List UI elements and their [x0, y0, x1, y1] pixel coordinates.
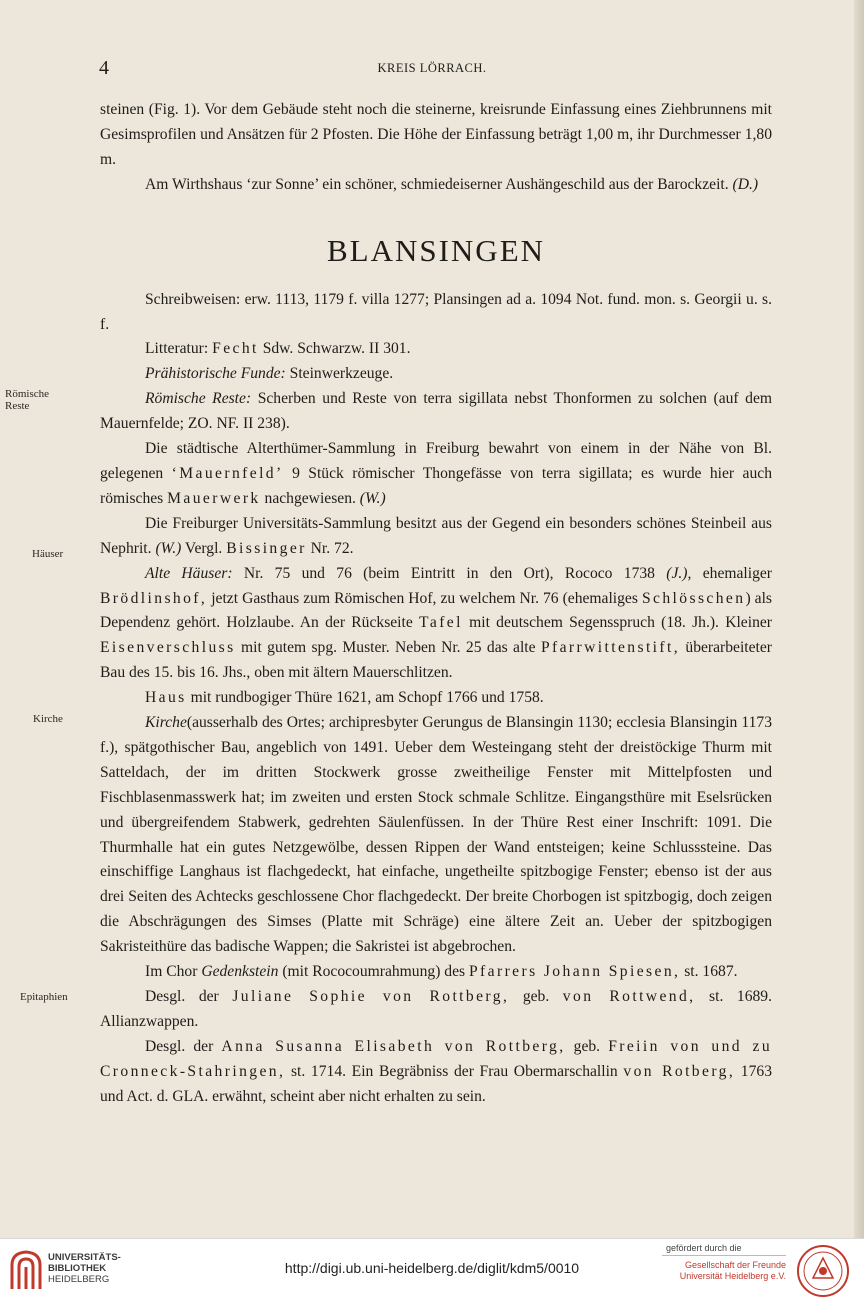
- paragraph-praehistorisch: Prähistorische Funde: Steinwerkzeuge.: [145, 365, 394, 383]
- paragraph-kirche: Kirche(ausserhalb des Ortes; archipresbyter Gerungus de Blansingin 1130; ecclesia Blansingin 1173 f.), spätgothischer Bau, angeblich von 1491. Ueber dem Westeingang steht der dreistöckige Thurm mit Satteldach, der im dritten Stockwerk grosse zweitheilige Fenster mit Mittelpfosten und Fischblasenmasswerk hat; im zweiten und ersten Stock schmale Schlitze. Eingangsthüre mit Eselsrücken und übergreifendem Stabwerk, gedrehten Säulenfüssen. In der Thüre Rest einer Inschrift: 1091. Die Thurmhalle hat ein gutes Netzgewölbe, dessen Rippen der Wand entsteigen; keine Schlusssteine. Das einschiffige Langhaus ist flachgedeckt, hat einfache, ungetheilte spitzbogige Fenster; ebenso ist der aus drei Seiten des Achtecks geschlossene Chor flachgedeckt. Der breite Chorbogen ist spitzbogig, doch zeigen die Abschrägungen des Simses (Platte mit Schräge) eine ältere Zeit an. Ueber der spitzbogigen Sakristeithüre das badische Wappen; die Sakristei ist abgebrochen.: [100, 714, 772, 956]
- paragraph-universitaet: Die Freiburger Universitäts-Sammlung besitzt aus der Gegend ein besonders schönes Steinbeil aus Nephrit. (W.) Vergl. Bissinger Nr. 72.: [100, 514, 772, 557]
- paragraph-intro-2: Am Wirthshaus ‘zur Sonne’ ein schöner, schmiedeiserner Aushängeschild aus der Barockzeit. (D.): [145, 175, 759, 193]
- paragraph-litteratur: Litteratur: Fecht Sdw. Schwarzw. II 301.: [145, 340, 411, 358]
- paragraph-haus: Haus mit rundbogiger Thüre 1621, am Schopf 1766 und 1758.: [145, 689, 544, 707]
- inscription: 1091.: [706, 813, 742, 831]
- label-praehistorisch: Prähistorische Funde:: [145, 365, 286, 383]
- body-text: [100, 98, 772, 1110]
- margin-note-kirche: Kirche: [33, 713, 63, 725]
- label-kirche: Kirche: [145, 714, 187, 732]
- footer-bar: [0, 1238, 864, 1302]
- paragraph-intro-1: steinen (Fig. 1). Vor dem Gebäude steht noch die steinerne, kreisrunde Einfassung eines Ziehbrunnens mit Gesimsprofilen und Ansätzen für 2 Pfosten. Die Höhe der Einfassung beträgt 1,00 m, ihr Durchmesser 1,80 m.: [100, 101, 772, 168]
- permalink-url[interactable]: http://digi.ub.uni-heidelberg.de/diglit/kdm5/0010: [284, 1260, 580, 1276]
- page-edge: [854, 0, 864, 1238]
- paragraph-epitaph-juliane: Desgl. der Juliane Sophie von Rottberg, geb. von Rottwend, st. 1689. Allianzwappen.: [100, 988, 772, 1030]
- sponsor-divider: [662, 1255, 786, 1256]
- paragraph-roemische: Römische Reste: Scherben und Reste von terra sigillata nebst Thonformen zu solchen (auf dem Mauernfelde; ZO. NF. II 238).: [100, 390, 772, 433]
- margin-note-roemische: Römische Reste: [5, 388, 49, 412]
- paragraph-haeuser: Alte Häuser: Nr. 75 und 76 (beim Eintritt in den Ort), Rococo 1738 (J.), ehemaliger Brödlinshof, jetzt Gasthaus zum Römischen Hof, zu welchem Nr. 76 (ehemaliges Schlösschen) als Dependenz gehört. Holzlaube. An der Rückseite Tafel mit deutschem Segensspruch (18. Jh.). Kleiner Eisenverschluss mit gutem spg. Muster. Neben Nr. 25 das alte Pfarrwittenstift, überarbeiteter Bau des 15. bis 16. Jhs., oben mit ältern Mauerschlitzen.: [100, 564, 773, 682]
- margin-note-epitaphien: Epitaphien: [20, 991, 68, 1003]
- paragraph-epitaph-anna: Desgl. der Anna Susanna Elisabeth von Rottberg, geb. Freiin von und zu Cronneck-Stahringen, st. 1714. Ein Begräbniss der Frau Obermarschallin von Rotberg, 1763 und Act. d. GLA. erwähnt, scheint aber nicht erhalten zu sein.: [100, 1037, 773, 1105]
- margin-note-haeuser: Häuser: [32, 548, 64, 560]
- running-head: KREIS LÖRRACH.: [377, 61, 487, 75]
- section-title: BLANSINGEN: [326, 232, 546, 268]
- paragraph-alterthuemer: Die städtische Alterthümer-Sammlung in Freiburg bewahrt von einem in der Nähe von Bl. gelegenen ‘Mauernfeld’ 9 Stück römischer Thongefässe von terra sigillata; es wurde hier auch römisches Mauerwerk nachgewiesen. (W.): [100, 440, 772, 507]
- sponsor-name: Gesellschaft der Freunde Universität Heidelberg e.V.: [679, 1260, 786, 1281]
- label-roemische: Römische Reste:: [145, 390, 252, 408]
- sponsor-label: gefördert durch die: [666, 1243, 742, 1253]
- page-number: 4: [99, 57, 109, 79]
- label-gedenkstein: Gedenkstein: [201, 963, 279, 981]
- paragraph-schreibweisen: Schreibweisen: erw. 1113, 1179 f. villa 1277; Plansingen ad a. 1094 Not. fund. mon. s. Georgii u. s. f.: [100, 290, 772, 333]
- paragraph-epitaph-spiesen: Im Chor Gedenkstein (mit Rococoumrahmung) des Pfarrers Johann Spiesen, st. 1687.: [145, 963, 738, 981]
- author-sigla: (D.): [732, 175, 759, 193]
- label-schreibweisen: Schreibweisen:: [145, 290, 241, 308]
- label-haeuser: Alte Häuser:: [145, 564, 233, 582]
- library-name: UNIVERSITÄTS- BIBLIOTHEK HEIDELBERG: [48, 1252, 121, 1285]
- university-seal-icon: [796, 1244, 850, 1298]
